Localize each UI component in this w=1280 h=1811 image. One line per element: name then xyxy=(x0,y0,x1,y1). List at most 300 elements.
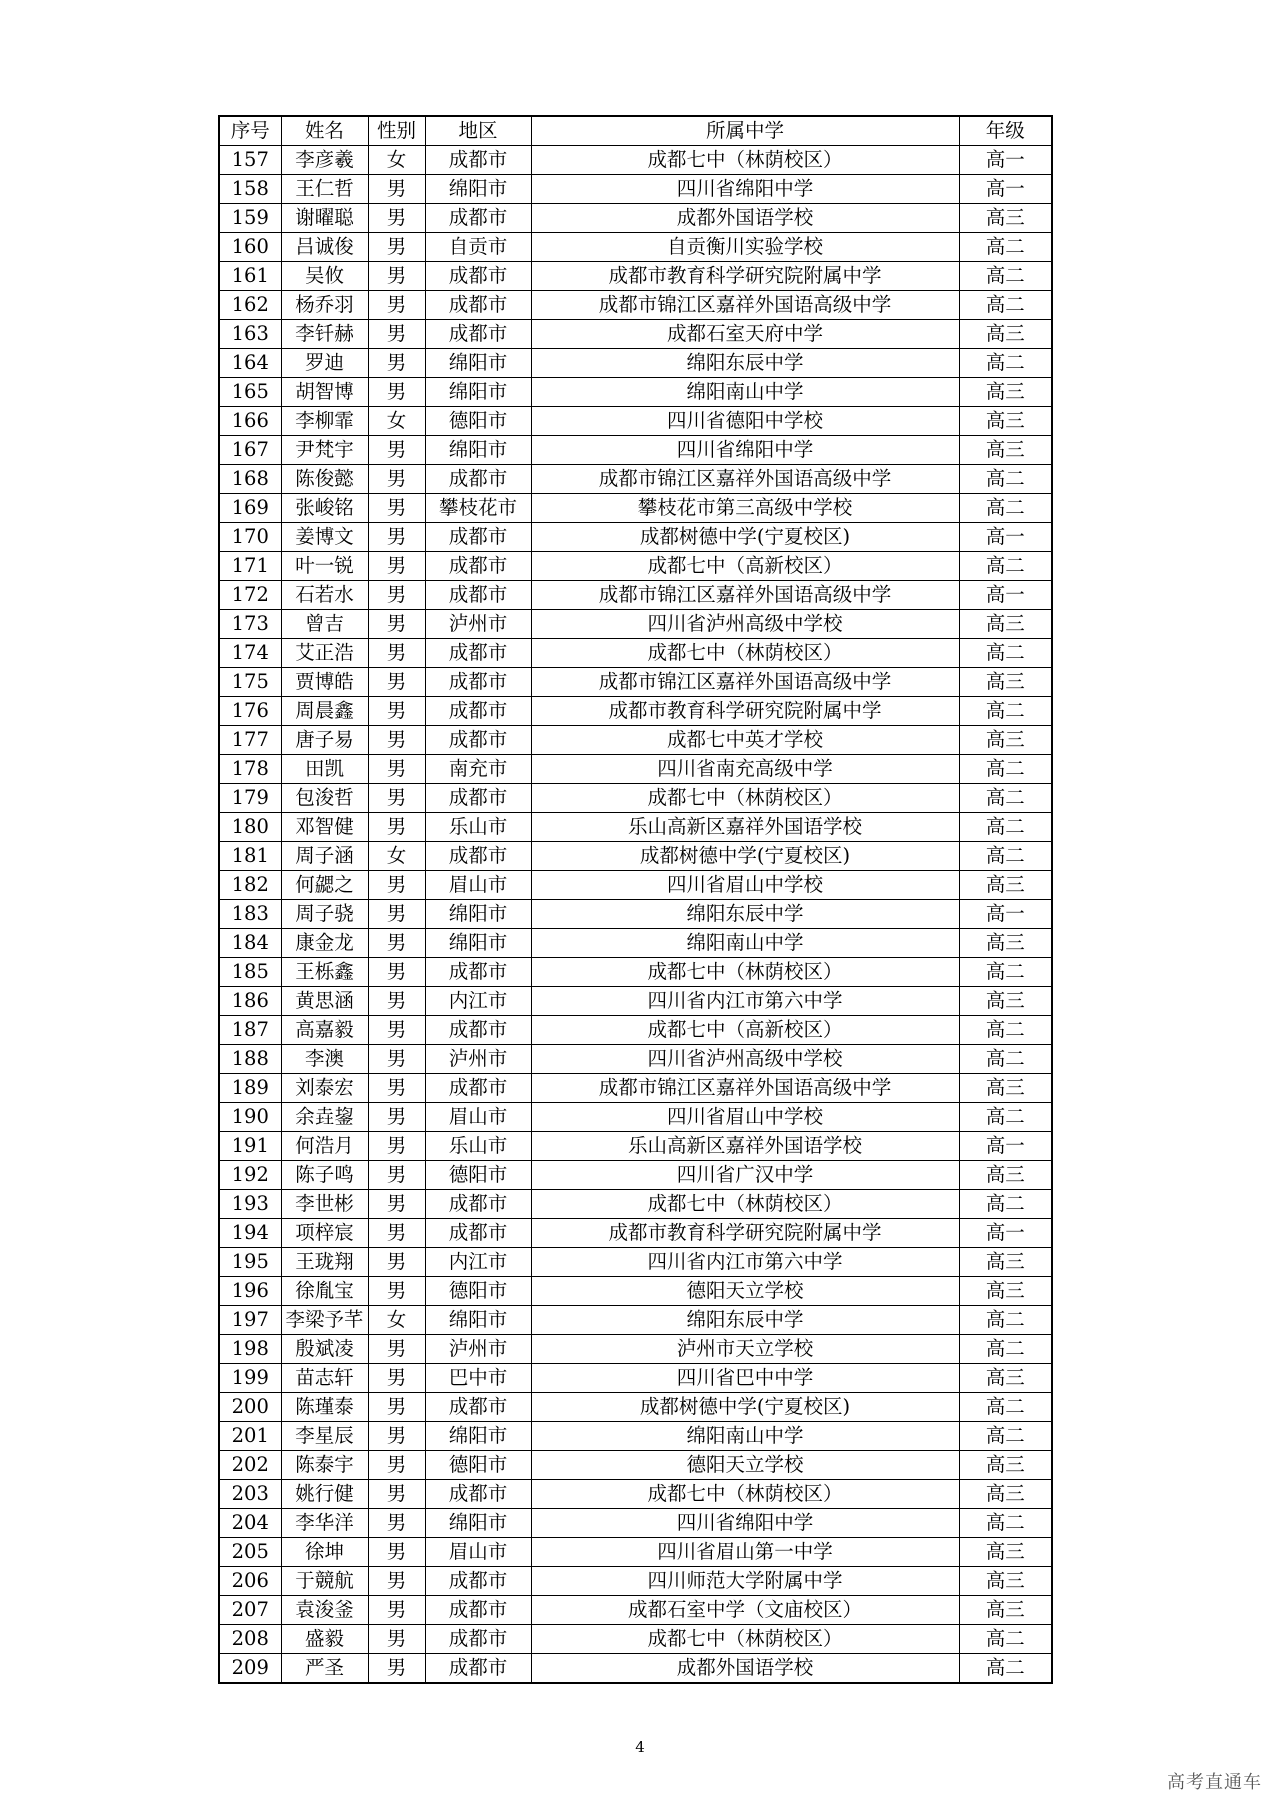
cell-number: 208 xyxy=(219,1625,281,1654)
table-row xyxy=(219,465,1052,494)
table-row xyxy=(219,1567,1052,1596)
cell-gender: 男 xyxy=(368,552,425,581)
table-row xyxy=(219,697,1052,726)
cell-gender: 男 xyxy=(368,1625,425,1654)
cell-number: 205 xyxy=(219,1538,281,1567)
table-header-row xyxy=(219,116,1052,146)
cell-region: 成都市 xyxy=(425,784,531,813)
cell-name: 石若水 xyxy=(281,581,368,610)
cell-gender: 男 xyxy=(368,1480,425,1509)
table-row xyxy=(219,378,1052,407)
table-row xyxy=(219,1596,1052,1625)
cell-gender: 男 xyxy=(368,175,425,204)
cell-grade: 高一 xyxy=(959,581,1052,610)
cell-name: 周子涵 xyxy=(281,842,368,871)
table-row xyxy=(219,146,1052,175)
cell-school: 四川省内江市第六中学 xyxy=(531,987,959,1016)
cell-name: 叶一锐 xyxy=(281,552,368,581)
cell-region: 德阳市 xyxy=(425,1161,531,1190)
cell-grade: 高二 xyxy=(959,1016,1052,1045)
cell-school: 成都外国语学校 xyxy=(531,204,959,233)
cell-gender: 男 xyxy=(368,581,425,610)
cell-grade: 高二 xyxy=(959,1393,1052,1422)
cell-region: 成都市 xyxy=(425,668,531,697)
cell-region: 成都市 xyxy=(425,465,531,494)
cell-region: 德阳市 xyxy=(425,1451,531,1480)
cell-gender: 男 xyxy=(368,204,425,233)
cell-number: 191 xyxy=(219,1132,281,1161)
cell-grade: 高三 xyxy=(959,1074,1052,1103)
cell-school: 绵阳南山中学 xyxy=(531,929,959,958)
table-row xyxy=(219,639,1052,668)
cell-number: 198 xyxy=(219,1335,281,1364)
cell-school: 成都七中（林荫校区） xyxy=(531,639,959,668)
cell-name: 杨乔羽 xyxy=(281,291,368,320)
cell-gender: 男 xyxy=(368,639,425,668)
cell-number: 158 xyxy=(219,175,281,204)
cell-region: 乐山市 xyxy=(425,1132,531,1161)
table-row xyxy=(219,1306,1052,1335)
cell-region: 成都市 xyxy=(425,1625,531,1654)
cell-school: 绵阳南山中学 xyxy=(531,378,959,407)
cell-region: 绵阳市 xyxy=(425,1306,531,1335)
cell-name: 李柳霏 xyxy=(281,407,368,436)
cell-number: 203 xyxy=(219,1480,281,1509)
cell-name: 盛毅 xyxy=(281,1625,368,1654)
cell-grade: 高二 xyxy=(959,465,1052,494)
cell-school: 成都七中（高新校区） xyxy=(531,552,959,581)
cell-gender: 男 xyxy=(368,1596,425,1625)
cell-grade: 高二 xyxy=(959,233,1052,262)
cell-name: 包浚哲 xyxy=(281,784,368,813)
cell-number: 196 xyxy=(219,1277,281,1306)
cell-gender: 男 xyxy=(368,1393,425,1422)
cell-region: 泸州市 xyxy=(425,1045,531,1074)
cell-number: 201 xyxy=(219,1422,281,1451)
cell-region: 绵阳市 xyxy=(425,900,531,929)
cell-school: 绵阳南山中学 xyxy=(531,1422,959,1451)
cell-region: 成都市 xyxy=(425,958,531,987)
table-row xyxy=(219,1103,1052,1132)
cell-school: 成都市锦江区嘉祥外国语高级中学 xyxy=(531,581,959,610)
cell-gender: 男 xyxy=(368,291,425,320)
table-row xyxy=(219,784,1052,813)
cell-gender: 男 xyxy=(368,813,425,842)
cell-school: 四川省绵阳中学 xyxy=(531,436,959,465)
cell-grade: 高三 xyxy=(959,929,1052,958)
column-header-school: 所属中学 xyxy=(531,116,959,146)
cell-grade: 高二 xyxy=(959,291,1052,320)
table-row xyxy=(219,581,1052,610)
column-header-gender: 性别 xyxy=(368,116,425,146)
cell-grade: 高三 xyxy=(959,1538,1052,1567)
cell-region: 眉山市 xyxy=(425,1103,531,1132)
table-row xyxy=(219,1248,1052,1277)
cell-name: 艾正浩 xyxy=(281,639,368,668)
cell-school: 成都市教育科学研究院附属中学 xyxy=(531,1219,959,1248)
cell-number: 165 xyxy=(219,378,281,407)
cell-school: 成都市教育科学研究院附属中学 xyxy=(531,697,959,726)
cell-region: 成都市 xyxy=(425,1596,531,1625)
cell-name: 曾吉 xyxy=(281,610,368,639)
cell-gender: 男 xyxy=(368,320,425,349)
cell-number: 173 xyxy=(219,610,281,639)
cell-name: 田凯 xyxy=(281,755,368,784)
cell-school: 绵阳东辰中学 xyxy=(531,900,959,929)
cell-gender: 男 xyxy=(368,1045,425,1074)
cell-name: 袁浚釜 xyxy=(281,1596,368,1625)
table-row xyxy=(219,929,1052,958)
cell-grade: 高一 xyxy=(959,175,1052,204)
cell-region: 德阳市 xyxy=(425,407,531,436)
cell-gender: 男 xyxy=(368,697,425,726)
table-row xyxy=(219,958,1052,987)
cell-gender: 男 xyxy=(368,900,425,929)
cell-number: 181 xyxy=(219,842,281,871)
cell-school: 成都七中（高新校区） xyxy=(531,1016,959,1045)
table-row xyxy=(219,726,1052,755)
cell-name: 李彦羲 xyxy=(281,146,368,175)
cell-school: 四川省巴中中学 xyxy=(531,1364,959,1393)
cell-grade: 高二 xyxy=(959,1190,1052,1219)
cell-school: 成都市锦江区嘉祥外国语高级中学 xyxy=(531,1074,959,1103)
cell-number: 169 xyxy=(219,494,281,523)
cell-gender: 男 xyxy=(368,1074,425,1103)
cell-grade: 高一 xyxy=(959,146,1052,175)
column-header-name: 姓名 xyxy=(281,116,368,146)
cell-school: 四川省眉山第一中学 xyxy=(531,1538,959,1567)
table-row xyxy=(219,755,1052,784)
table-row xyxy=(219,1161,1052,1190)
cell-school: 四川省泸州高级中学校 xyxy=(531,1045,959,1074)
table-row xyxy=(219,494,1052,523)
cell-grade: 高三 xyxy=(959,1480,1052,1509)
cell-gender: 男 xyxy=(368,1016,425,1045)
cell-grade: 高三 xyxy=(959,1451,1052,1480)
cell-region: 成都市 xyxy=(425,842,531,871)
cell-gender: 男 xyxy=(368,1277,425,1306)
table-row xyxy=(219,813,1052,842)
cell-region: 成都市 xyxy=(425,726,531,755)
cell-name: 周子骁 xyxy=(281,900,368,929)
cell-name: 陈瑾泰 xyxy=(281,1393,368,1422)
cell-grade: 高二 xyxy=(959,494,1052,523)
cell-school: 成都树德中学(宁夏校区) xyxy=(531,842,959,871)
column-header-grade: 年级 xyxy=(959,116,1052,146)
cell-grade: 高三 xyxy=(959,436,1052,465)
cell-name: 吕诚俊 xyxy=(281,233,368,262)
cell-school: 成都石室天府中学 xyxy=(531,320,959,349)
cell-school: 泸州市天立学校 xyxy=(531,1335,959,1364)
cell-region: 眉山市 xyxy=(425,1538,531,1567)
cell-number: 188 xyxy=(219,1045,281,1074)
cell-name: 黄思涵 xyxy=(281,987,368,1016)
cell-gender: 女 xyxy=(368,146,425,175)
cell-number: 207 xyxy=(219,1596,281,1625)
cell-gender: 男 xyxy=(368,668,425,697)
cell-number: 161 xyxy=(219,262,281,291)
cell-school: 成都树德中学(宁夏校区) xyxy=(531,523,959,552)
cell-gender: 男 xyxy=(368,1219,425,1248)
cell-school: 四川省绵阳中学 xyxy=(531,1509,959,1538)
table-row xyxy=(219,871,1052,900)
cell-grade: 高二 xyxy=(959,349,1052,378)
cell-name: 唐子易 xyxy=(281,726,368,755)
cell-school: 成都七中（林荫校区） xyxy=(531,1480,959,1509)
table-row xyxy=(219,291,1052,320)
cell-grade: 高三 xyxy=(959,610,1052,639)
cell-region: 绵阳市 xyxy=(425,436,531,465)
cell-region: 成都市 xyxy=(425,523,531,552)
cell-grade: 高一 xyxy=(959,523,1052,552)
cell-school: 成都七中（林荫校区） xyxy=(531,146,959,175)
cell-number: 199 xyxy=(219,1364,281,1393)
cell-region: 内江市 xyxy=(425,1248,531,1277)
cell-school: 成都七中英才学校 xyxy=(531,726,959,755)
cell-gender: 男 xyxy=(368,262,425,291)
cell-region: 成都市 xyxy=(425,1480,531,1509)
cell-school: 成都外国语学校 xyxy=(531,1654,959,1684)
cell-gender: 男 xyxy=(368,958,425,987)
cell-grade: 高一 xyxy=(959,1132,1052,1161)
cell-number: 159 xyxy=(219,204,281,233)
cell-region: 成都市 xyxy=(425,291,531,320)
cell-grade: 高二 xyxy=(959,552,1052,581)
cell-region: 成都市 xyxy=(425,1654,531,1684)
cell-name: 王栎鑫 xyxy=(281,958,368,987)
table-row xyxy=(219,668,1052,697)
table-row xyxy=(219,1451,1052,1480)
table-row xyxy=(219,436,1052,465)
cell-gender: 男 xyxy=(368,1103,425,1132)
cell-number: 185 xyxy=(219,958,281,987)
cell-school: 德阳天立学校 xyxy=(531,1451,959,1480)
cell-number: 168 xyxy=(219,465,281,494)
cell-name: 胡智博 xyxy=(281,378,368,407)
cell-gender: 女 xyxy=(368,1306,425,1335)
cell-grade: 高三 xyxy=(959,407,1052,436)
cell-number: 197 xyxy=(219,1306,281,1335)
cell-number: 200 xyxy=(219,1393,281,1422)
table-row xyxy=(219,320,1052,349)
cell-grade: 高二 xyxy=(959,813,1052,842)
cell-region: 成都市 xyxy=(425,262,531,291)
table-row xyxy=(219,1393,1052,1422)
cell-grade: 高二 xyxy=(959,842,1052,871)
cell-grade: 高二 xyxy=(959,1654,1052,1684)
cell-name: 严圣 xyxy=(281,1654,368,1684)
cell-number: 193 xyxy=(219,1190,281,1219)
cell-region: 巴中市 xyxy=(425,1364,531,1393)
student-roster-table xyxy=(218,115,1053,1684)
cell-number: 189 xyxy=(219,1074,281,1103)
cell-name: 贾博皓 xyxy=(281,668,368,697)
cell-region: 南充市 xyxy=(425,755,531,784)
cell-gender: 男 xyxy=(368,1538,425,1567)
cell-name: 刘泰宏 xyxy=(281,1074,368,1103)
cell-name: 尹梵宇 xyxy=(281,436,368,465)
cell-name: 项梓宸 xyxy=(281,1219,368,1248)
table-row xyxy=(219,1509,1052,1538)
page-number: 4 xyxy=(635,1738,645,1756)
cell-number: 164 xyxy=(219,349,281,378)
cell-name: 何勰之 xyxy=(281,871,368,900)
cell-number: 166 xyxy=(219,407,281,436)
table-row xyxy=(219,1045,1052,1074)
cell-number: 180 xyxy=(219,813,281,842)
cell-number: 175 xyxy=(219,668,281,697)
cell-gender: 男 xyxy=(368,1567,425,1596)
table-row xyxy=(219,1074,1052,1103)
cell-region: 成都市 xyxy=(425,639,531,668)
cell-region: 成都市 xyxy=(425,1393,531,1422)
table-row xyxy=(219,1364,1052,1393)
cell-region: 绵阳市 xyxy=(425,1422,531,1451)
cell-grade: 高一 xyxy=(959,1219,1052,1248)
cell-region: 成都市 xyxy=(425,1074,531,1103)
cell-name: 陈泰宇 xyxy=(281,1451,368,1480)
table-row xyxy=(219,1625,1052,1654)
cell-region: 成都市 xyxy=(425,697,531,726)
cell-gender: 男 xyxy=(368,378,425,407)
cell-school: 四川省眉山中学校 xyxy=(531,1103,959,1132)
cell-name: 姜博文 xyxy=(281,523,368,552)
cell-number: 183 xyxy=(219,900,281,929)
cell-school: 成都石室中学（文庙校区） xyxy=(531,1596,959,1625)
cell-region: 成都市 xyxy=(425,581,531,610)
table-row xyxy=(219,349,1052,378)
cell-gender: 男 xyxy=(368,523,425,552)
cell-grade: 高二 xyxy=(959,697,1052,726)
table-row xyxy=(219,175,1052,204)
cell-grade: 高三 xyxy=(959,1277,1052,1306)
cell-region: 绵阳市 xyxy=(425,1509,531,1538)
cell-number: 192 xyxy=(219,1161,281,1190)
cell-grade: 高三 xyxy=(959,378,1052,407)
cell-grade: 高三 xyxy=(959,871,1052,900)
cell-region: 成都市 xyxy=(425,320,531,349)
cell-gender: 男 xyxy=(368,929,425,958)
table-row xyxy=(219,407,1052,436)
table-row xyxy=(219,1277,1052,1306)
cell-number: 162 xyxy=(219,291,281,320)
cell-grade: 高二 xyxy=(959,958,1052,987)
cell-number: 204 xyxy=(219,1509,281,1538)
cell-number: 182 xyxy=(219,871,281,900)
cell-gender: 男 xyxy=(368,1248,425,1277)
cell-gender: 男 xyxy=(368,494,425,523)
cell-name: 李钎赫 xyxy=(281,320,368,349)
cell-name: 罗迪 xyxy=(281,349,368,378)
table-row xyxy=(219,1335,1052,1364)
cell-grade: 高三 xyxy=(959,668,1052,697)
cell-number: 195 xyxy=(219,1248,281,1277)
cell-grade: 高二 xyxy=(959,1422,1052,1451)
cell-region: 绵阳市 xyxy=(425,378,531,407)
cell-grade: 高二 xyxy=(959,784,1052,813)
cell-name: 高嘉毅 xyxy=(281,1016,368,1045)
table-row xyxy=(219,233,1052,262)
cell-name: 李澳 xyxy=(281,1045,368,1074)
table-row xyxy=(219,1654,1052,1684)
cell-grade: 高三 xyxy=(959,1567,1052,1596)
table-row xyxy=(219,204,1052,233)
cell-number: 184 xyxy=(219,929,281,958)
cell-name: 王珑翔 xyxy=(281,1248,368,1277)
cell-name: 邓智健 xyxy=(281,813,368,842)
cell-school: 德阳天立学校 xyxy=(531,1277,959,1306)
cell-number: 172 xyxy=(219,581,281,610)
table-row xyxy=(219,1132,1052,1161)
cell-school: 成都七中（林荫校区） xyxy=(531,784,959,813)
table-row xyxy=(219,987,1052,1016)
cell-school: 四川省绵阳中学 xyxy=(531,175,959,204)
cell-gender: 男 xyxy=(368,1335,425,1364)
cell-grade: 高三 xyxy=(959,1248,1052,1277)
cell-name: 吴攸 xyxy=(281,262,368,291)
cell-gender: 男 xyxy=(368,987,425,1016)
cell-gender: 男 xyxy=(368,1161,425,1190)
cell-number: 176 xyxy=(219,697,281,726)
table-row xyxy=(219,262,1052,291)
cell-school: 四川省眉山中学校 xyxy=(531,871,959,900)
cell-number: 187 xyxy=(219,1016,281,1045)
cell-gender: 男 xyxy=(368,871,425,900)
cell-gender: 男 xyxy=(368,1364,425,1393)
cell-gender: 男 xyxy=(368,1509,425,1538)
cell-grade: 高三 xyxy=(959,204,1052,233)
cell-grade: 高二 xyxy=(959,1335,1052,1364)
table-row xyxy=(219,610,1052,639)
cell-number: 163 xyxy=(219,320,281,349)
cell-name: 苗志轩 xyxy=(281,1364,368,1393)
cell-gender: 男 xyxy=(368,755,425,784)
table-row xyxy=(219,1422,1052,1451)
cell-school: 四川师范大学附属中学 xyxy=(531,1567,959,1596)
cell-grade: 高二 xyxy=(959,1509,1052,1538)
cell-school: 成都市教育科学研究院附属中学 xyxy=(531,262,959,291)
cell-gender: 男 xyxy=(368,465,425,494)
table-row xyxy=(219,1190,1052,1219)
cell-name: 殷斌凌 xyxy=(281,1335,368,1364)
cell-number: 167 xyxy=(219,436,281,465)
cell-school: 四川省南充高级中学 xyxy=(531,755,959,784)
cell-gender: 男 xyxy=(368,1451,425,1480)
cell-number: 190 xyxy=(219,1103,281,1132)
cell-name: 于競航 xyxy=(281,1567,368,1596)
cell-region: 泸州市 xyxy=(425,610,531,639)
cell-number: 179 xyxy=(219,784,281,813)
cell-grade: 高一 xyxy=(959,900,1052,929)
cell-grade: 高三 xyxy=(959,726,1052,755)
table-body xyxy=(219,146,1052,1684)
column-header-region: 地区 xyxy=(425,116,531,146)
cell-gender: 男 xyxy=(368,610,425,639)
table-row xyxy=(219,900,1052,929)
cell-school: 绵阳东辰中学 xyxy=(531,349,959,378)
cell-region: 成都市 xyxy=(425,204,531,233)
cell-name: 谢曜聪 xyxy=(281,204,368,233)
cell-school: 攀枝花市第三高级中学校 xyxy=(531,494,959,523)
cell-region: 成都市 xyxy=(425,146,531,175)
cell-name: 李华洋 xyxy=(281,1509,368,1538)
cell-number: 178 xyxy=(219,755,281,784)
cell-school: 成都七中（林荫校区） xyxy=(531,958,959,987)
cell-gender: 男 xyxy=(368,349,425,378)
cell-number: 194 xyxy=(219,1219,281,1248)
cell-region: 眉山市 xyxy=(425,871,531,900)
cell-grade: 高二 xyxy=(959,1306,1052,1335)
